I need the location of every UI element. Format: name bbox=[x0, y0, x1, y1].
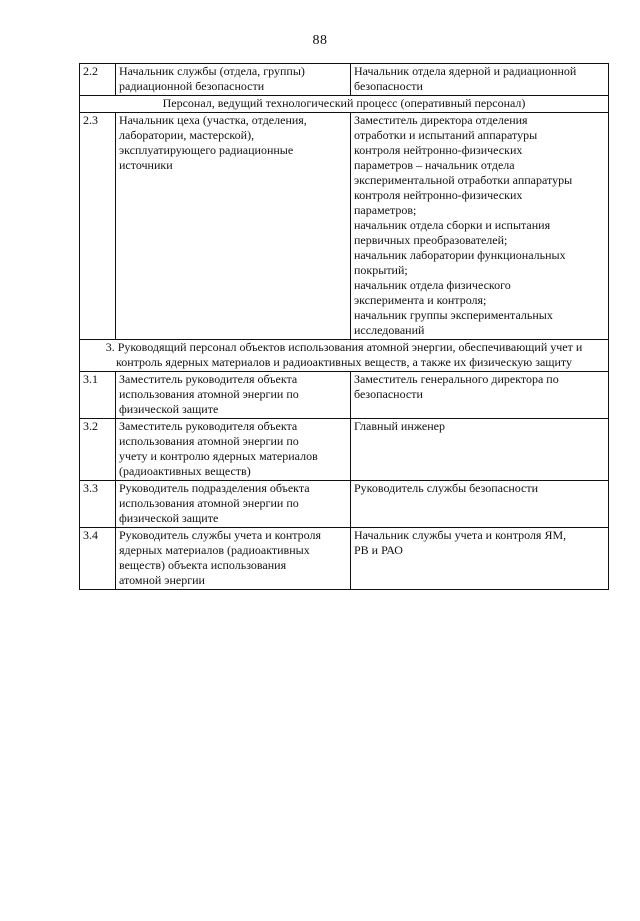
row-number: 3.2 bbox=[80, 419, 116, 481]
table-row bbox=[80, 419, 609, 481]
row-number: 3.3 bbox=[80, 481, 116, 528]
table-row bbox=[80, 64, 609, 96]
table-row bbox=[80, 481, 609, 528]
page-number: 88 bbox=[312, 33, 328, 48]
table-row bbox=[80, 113, 609, 340]
row-number: 3.1 bbox=[80, 372, 116, 419]
positions-table bbox=[79, 63, 609, 590]
section-header-row bbox=[80, 96, 609, 113]
position-title: Руководитель подразделения объекта использования атомной энергии по физической защите bbox=[116, 481, 351, 528]
equivalent-position: Главный инженер bbox=[351, 419, 609, 481]
row-number: 2.3 bbox=[80, 113, 116, 340]
equivalent-position: Заместитель директора отделения отработки и испытаний аппаратуры контроля нейтронно-физических параметров – начальник отдела экспериментальной отработки аппаратуры контроля нейтронно-физических параметров; начальник отдела сборки и испытания первичных преобразователей; начальник лаборатории функциональных покрытий; начальник отдела физического эксперимента и контроля; начальник группы экспериментальных исследований bbox=[351, 113, 609, 340]
table-row bbox=[80, 528, 609, 590]
table-row bbox=[80, 372, 609, 419]
row-number: 3.4 bbox=[80, 528, 116, 590]
position-title: Заместитель руководителя объекта использования атомной энергии по физической защите bbox=[116, 372, 351, 419]
equivalent-position: Руководитель службы безопасности bbox=[351, 481, 609, 528]
position-title: Заместитель руководителя объекта использования атомной энергии по учету и контролю ядерных материалов (радиоактивных веществ) bbox=[116, 419, 351, 481]
position-title: Начальник цеха (участка, отделения, лаборатории, мастерской), эксплуатирующего радиационные источники bbox=[116, 113, 351, 340]
section-header-row bbox=[80, 340, 609, 372]
equivalent-position: Начальник службы учета и контроля ЯМ, РВ и РАО bbox=[351, 528, 609, 590]
position-title: Руководитель службы учета и контроля ядерных материалов (радиоактивных веществ) объекта использования атомной энергии bbox=[116, 528, 351, 590]
row-number: 2.2 bbox=[80, 64, 116, 96]
equivalent-position: Заместитель генерального директора по безопасности bbox=[351, 372, 609, 419]
section-title: 3. Руководящий персонал объектов использования атомной энергии, обеспечивающий учет и контроль ядерных материалов и радиоактивных веществ, а также их физическую защиту bbox=[80, 340, 609, 372]
section-title: Персонал, ведущий технологический процесс (оперативный персонал) bbox=[80, 96, 609, 113]
equivalent-position: Начальник отдела ядерной и радиационной безопасности bbox=[351, 64, 609, 96]
position-title: Начальник службы (отдела, группы) радиационной безопасности bbox=[116, 64, 351, 96]
